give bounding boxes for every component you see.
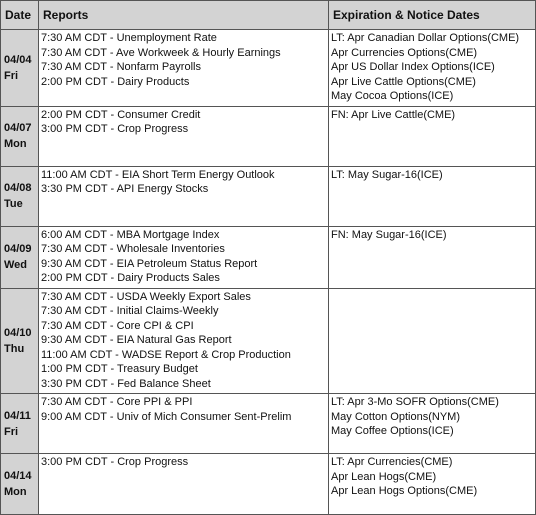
- report-item: 9:30 AM CDT - EIA Natural Gas Report: [41, 334, 232, 346]
- report-item: 7:30 AM CDT - Nonfarm Payrolls: [41, 61, 201, 73]
- expiration-item: Apr Currencies Options(CME): [331, 46, 478, 59]
- date-cell: [1, 454, 39, 515]
- reports-cell: [39, 30, 329, 107]
- weekday: Fri: [4, 425, 19, 438]
- weekday: Mon: [4, 138, 27, 150]
- date-cell: [1, 226, 39, 288]
- report-item: 11:00 AM CDT - WADSE Report & Crop Production: [41, 348, 291, 361]
- date-value: 04/09: [4, 243, 32, 255]
- date-cell: [1, 106, 39, 166]
- expiration-item: FN: Apr Live Cattle(CME): [331, 108, 456, 121]
- date-value: 04/08: [4, 182, 32, 194]
- expiration-item: May Cotton Options(NYM): [331, 410, 460, 423]
- expiration-cell: [329, 288, 536, 394]
- expiration-item: LT: May Sugar-16(ICE): [331, 168, 443, 181]
- report-item: 11:00 AM CDT - EIA Short Term Energy Outlook: [41, 168, 275, 181]
- report-item: 3:30 PM CDT - API Energy Stocks: [41, 183, 209, 195]
- report-item: 1:00 PM CDT - Treasury Budget: [41, 363, 198, 375]
- report-item: 3:30 PM CDT - Fed Balance Sheet: [41, 377, 211, 390]
- calendar-row: [1, 166, 536, 226]
- reports-cell: [39, 226, 329, 288]
- date-value: 04/11: [4, 409, 31, 422]
- report-item: 7:30 AM CDT - Core PPI & PPI: [41, 396, 193, 408]
- report-item: 7:30 AM CDT - Initial Claims-Weekly: [41, 305, 219, 317]
- report-item: 7:30 AM CDT - Ave Workweek & Hourly Earnings: [41, 46, 281, 59]
- date-value: 04/10: [4, 326, 32, 339]
- reports-cell: [39, 454, 329, 515]
- date-value: 04/14: [4, 470, 32, 482]
- calendar-row: [1, 106, 536, 166]
- expiration-header: Expiration & Notice Dates: [329, 1, 536, 30]
- expiration-item: May Coffee Options(ICE): [331, 425, 454, 437]
- date-cell: [1, 394, 39, 454]
- weekday: Fri: [4, 69, 19, 82]
- expiration-cell: [329, 106, 536, 166]
- report-item: 2:00 PM CDT - Consumer Credit: [41, 108, 201, 121]
- reports-cell: [39, 166, 329, 226]
- calendar-row: [1, 288, 536, 394]
- report-item: 7:30 AM CDT - Unemployment Rate: [41, 32, 217, 44]
- weekday: Wed: [4, 259, 28, 271]
- expiration-item: LT: Apr 3-Mo SOFR Options(CME): [331, 396, 499, 408]
- weekday: Mon: [4, 486, 27, 498]
- expiration-item: May Cocoa Options(ICE): [331, 90, 454, 102]
- report-item: 3:00 PM CDT - Crop Progress: [41, 123, 189, 135]
- report-item: 9:30 AM CDT - EIA Petroleum Status Report: [41, 257, 258, 270]
- date-value: 04/04: [4, 53, 32, 66]
- calendar-row: [1, 454, 536, 515]
- expiration-cell: [329, 226, 536, 288]
- report-item: 7:30 AM CDT - Wholesale Inventories: [41, 243, 225, 255]
- date-cell: [1, 166, 39, 226]
- weekday: Tue: [4, 198, 23, 210]
- date-cell: [1, 30, 39, 107]
- report-item: 9:00 AM CDT - Univ of Mich Consumer Sent-Prelim: [41, 410, 292, 423]
- report-item: 7:30 AM CDT - USDA Weekly Export Sales: [41, 290, 251, 303]
- date-cell: [1, 288, 39, 394]
- expiration-cell: [329, 454, 536, 515]
- expiration-cell: [329, 30, 536, 107]
- calendar-body: [1, 30, 536, 515]
- expiration-item: Apr US Dollar Index Options(ICE): [331, 61, 495, 73]
- reports-cell: [39, 106, 329, 166]
- expiration-cell: [329, 166, 536, 226]
- reports-cell: [39, 288, 329, 394]
- calendar-row: [1, 394, 536, 454]
- date-header: Date: [1, 1, 39, 30]
- report-item: 2:00 PM CDT - Dairy Products: [41, 75, 190, 88]
- report-item: 3:00 PM CDT - Crop Progress: [41, 456, 189, 468]
- calendar-row: [1, 30, 536, 107]
- expiration-cell: [329, 394, 536, 454]
- expiration-item: Apr Live Cattle Options(CME): [331, 75, 476, 88]
- reports-header: Reports: [39, 1, 329, 30]
- report-item: 2:00 PM CDT - Dairy Products Sales: [41, 272, 220, 284]
- report-item: 6:00 AM CDT - MBA Mortgage Index: [41, 228, 220, 241]
- date-value: 04/07: [4, 122, 32, 134]
- expiration-item: Apr Lean Hogs Options(CME): [331, 485, 478, 497]
- expiration-item: LT: Apr Canadian Dollar Options(CME): [331, 32, 520, 44]
- calendar-row: [1, 226, 536, 288]
- expiration-item: LT: Apr Currencies(CME): [331, 456, 453, 468]
- reports-cell: [39, 394, 329, 454]
- weekday: Thu: [4, 342, 25, 355]
- expiration-item: FN: May Sugar-16(ICE): [331, 228, 447, 241]
- report-item: 7:30 AM CDT - Core CPI & CPI: [41, 319, 194, 332]
- expiration-item: Apr Lean Hogs(CME): [331, 470, 437, 483]
- header-row: [1, 1, 536, 30]
